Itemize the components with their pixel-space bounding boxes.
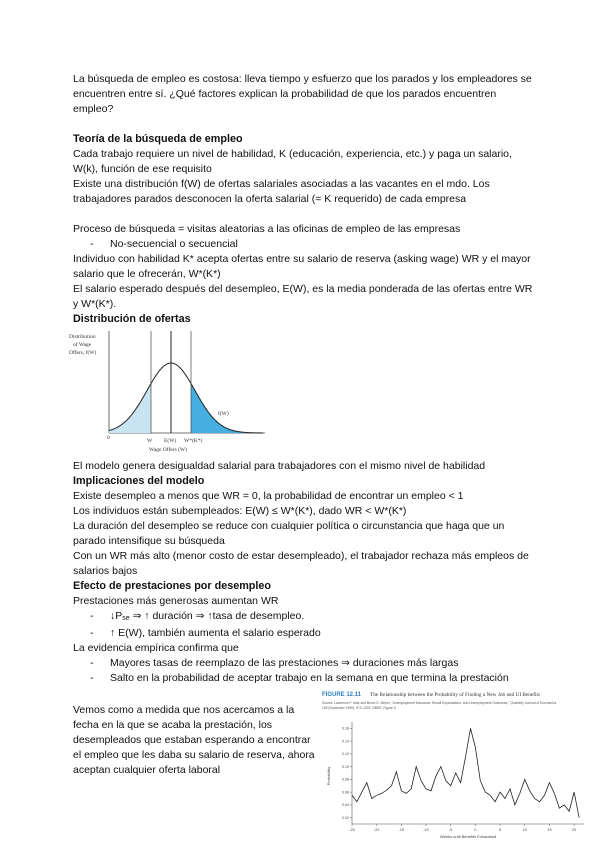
fig2-plot-area (342, 722, 584, 832)
fig2-ytick-label: 0.10 (342, 764, 349, 769)
fig2-xtick-label: 0 (474, 828, 477, 832)
fig2-title: The Relationship between the Probability of Finding a New Job and UI Benefits (370, 692, 541, 698)
implications-paragraph-1: Existe desempleo a menos que WR = 0, la probabilidad de encontrar un empleo < 1 (73, 490, 464, 502)
fig2-xtick-label: 15 (547, 828, 552, 832)
fig2-xtick-label: 10 (522, 828, 527, 832)
benefits-heading: Efecto de prestaciones por desempleo (73, 580, 272, 592)
fig2-ytick-label: 0.16 (342, 726, 349, 731)
implications-paragraph-2: Los individuos están subempleados: E(W) ≤ W*(K*), dado WR < W*(K*) (73, 505, 407, 517)
fig2-xtick-label: -25 (349, 828, 355, 832)
bullet-dash: - (90, 627, 94, 639)
theory-paragraph-3: Proceso de búsqueda = visitas aleatorias a las oficinas de empleo de las empresas (73, 223, 461, 235)
list-item (73, 656, 533, 671)
bullet-dash: - (90, 610, 94, 622)
fig2-xtick-label: 20 (572, 828, 577, 832)
right-tail-area (191, 384, 263, 433)
fig2-ytick-label: 0.06 (342, 790, 349, 795)
bullet-text: Salto en la probabilidad de aceptar trabajo en la semana en que termina la prestación (110, 672, 509, 684)
bullet-text: ↑ E(W), también aumenta el salario esperado (110, 627, 321, 639)
intro-paragraph: La búsqueda de empleo es costosa: lleva tiempo y esfuerzo que los parados y los empleadores se encuentren entre sí. ¿Qué factores explican la probabilidad de que los parados encuentren empleo? (73, 73, 532, 115)
implications-heading: Implicaciones del modelo (73, 475, 205, 487)
fig2-xticks (349, 824, 576, 832)
distribution-after: El modelo genera desigualdad salarial para trabajadores con el mismo nivel de habilidad (73, 460, 486, 472)
benefits-paragraph-2: La evidencia empírica confirma que (73, 642, 239, 654)
wage-offer-distribution-figure (67, 329, 267, 459)
fig2-yticks (342, 727, 352, 820)
fig2-ytick-label: 0.04 (342, 803, 349, 808)
fig1-xlabel: Wage Offers (W) (149, 447, 187, 453)
fig2-xtick-label: -20 (373, 828, 380, 832)
bullet-dash: - (90, 672, 94, 684)
theory-paragraph-4: Individuo con habilidad K* acepta ofertas entre su salario de reserva (asking wage) WR y el mayor salario que le ofrecerán, W*(K*) (73, 253, 531, 280)
benefits-paragraph-1: Prestaciones más generosas aumentan WR (73, 595, 279, 607)
left-tail-area (109, 384, 151, 433)
bullet-text: Mayores tasas de reemplazo de las prestaciones ⇒ duraciones más largas (110, 657, 459, 669)
bullet-subscript: se (122, 615, 130, 622)
document-body (69, 72, 533, 686)
fig2-label: FIGURE 12.11 (322, 692, 362, 698)
bullet-dash: - (90, 657, 94, 669)
benefits-probability-figure (322, 688, 590, 840)
fig2-source-line-1: Source: Lawrence F. Katz and Bruce D. Meyer, "Unemployment Insurance, Recall Expectations, and Unemployment Outcomes," Quarterly Journal of Economics (322, 701, 557, 705)
list-item (73, 671, 533, 686)
fig1-ylabel-line-2: of Wage (73, 342, 92, 348)
fig1-ylabel-line-1: Distribution (69, 334, 96, 340)
fig2-xtick-label: 5 (499, 828, 502, 832)
distribution-heading: Distribución de ofertas (73, 313, 191, 325)
fig2-xlabel: Weeks until Benefits Exhausted (439, 834, 497, 839)
bullet-text (110, 609, 533, 626)
list-item (73, 609, 533, 626)
theory-heading: Teoría de la búsqueda de empleo (73, 133, 243, 145)
list-item (73, 626, 533, 641)
implications-paragraph-4: Con un WR más alto (menor costo de estar desempleado), el trabajador rechaza más empleos de salarios bajos (73, 550, 529, 577)
final-paragraph: Vemos como a medida que nos acercamos a la fecha en la que se acaba la prestación, los desempleados que estaban esperando a encontrar el empleo que les daba su salario de reserva, ahora aceptan cualquier oferta laboral (73, 704, 315, 776)
theory-paragraph-2: Existe una distribución f(W) de ofertas salariales asociadas a las vacantes en el mdo. Los trabajadores parados desconocen la oferta salarial (= K requerido) de cada empresa (73, 178, 490, 205)
bullet-prefix: ↓P (110, 610, 123, 622)
fig2-xtick-label: -10 (423, 828, 429, 832)
fig1-origin: 0 (107, 435, 110, 441)
fig2-ylabel: Probability (326, 766, 331, 786)
fig2-ytick-label: 0.08 (342, 777, 349, 782)
fig2-ytick-label: 0.02 (342, 815, 349, 820)
fig2-ytick-label: 0.14 (342, 739, 349, 744)
fig2-xtick-label: -5 (449, 828, 453, 832)
probability-line (352, 728, 579, 817)
theory-paragraph-5: El salario esperado después del desempleo, E(W), es la media ponderada de las ofertas entre WR y W*(K*). (73, 283, 533, 310)
xtick-wstar: W*(K*) (184, 438, 203, 444)
xtick-ew: E(W) (164, 438, 177, 444)
fig1-ylabel-line-3: Offers, f(W) (69, 350, 97, 356)
fig2-ytick-label: 0.12 (342, 752, 349, 757)
implications-paragraph-3: La duración del desempleo se reduce con cualquier política o circunstancia que haga que un parado intensifique su búsqueda (73, 520, 505, 547)
bullet-text: No-secuencial o secuencial (110, 238, 238, 250)
bullet-suffix: ⇒ ↑ duración ⇒ ↑tasa de desempleo. (129, 610, 305, 622)
fig2-source-line-2: 105 (November 1990): 973–1002. NBER, Figure II. (322, 706, 397, 710)
list-item (73, 237, 533, 252)
fig2-xtick-label: -15 (398, 828, 405, 832)
bullet-dash: - (90, 238, 94, 250)
curve-label: f(W) (218, 411, 229, 417)
theory-paragraph-1: Cada trabajo requiere un nivel de habilidad, K (educación, experiencia, etc.) y paga un salario, W(k), función de ese requisito (73, 148, 512, 175)
xtick-w: W (147, 438, 153, 444)
